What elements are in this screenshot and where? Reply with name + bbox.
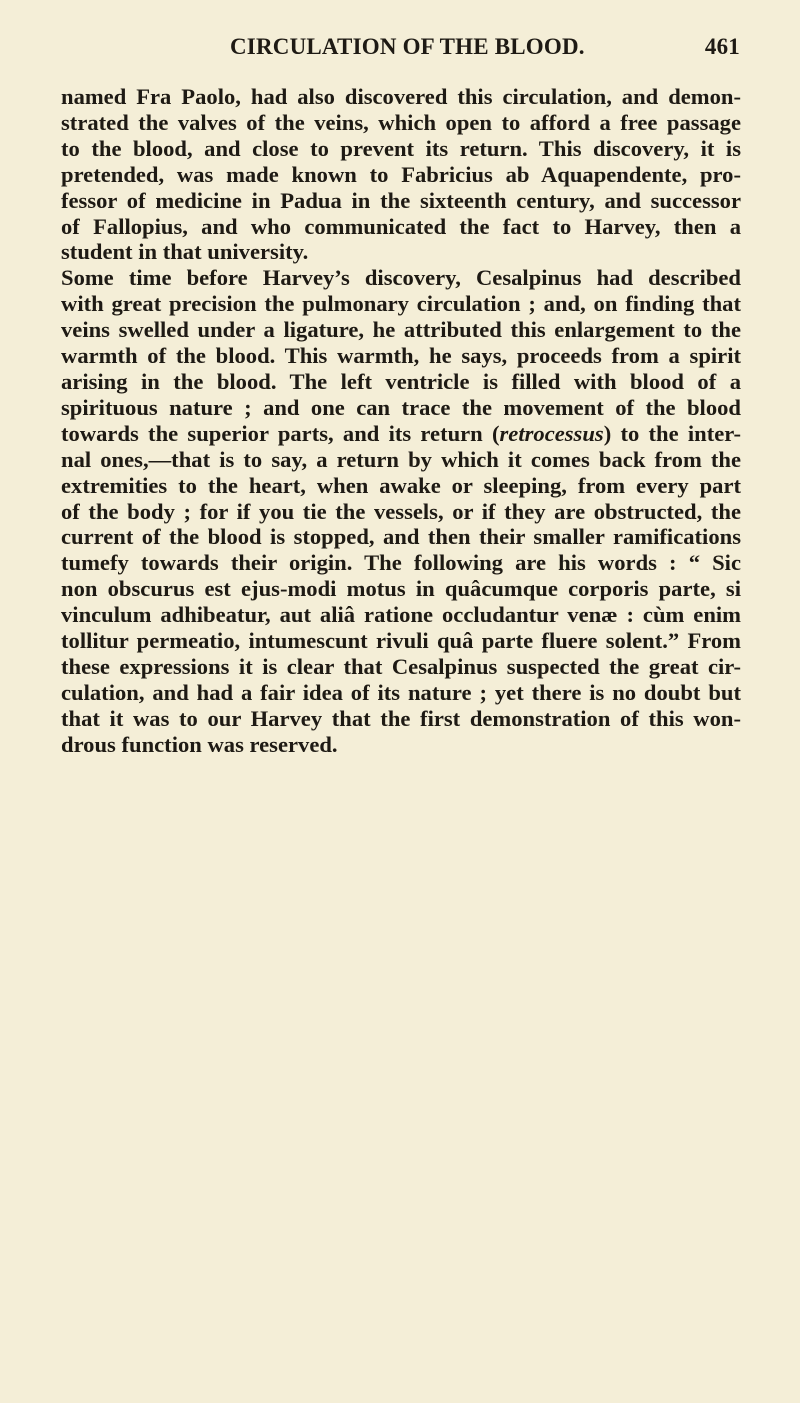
text-line-with-italic	[61, 421, 741, 447]
text-line: with great precision the pulmonary circulation ; and, on finding that	[61, 291, 741, 317]
text-line: nal ones,—that is to say, a return by which it comes back from the	[61, 446, 741, 472]
text-line: these expressions it is clear that Cesalpinus suspected the great cir-	[61, 653, 741, 679]
text-line: to the blood, and close to prevent its return. This discovery, it is	[61, 135, 741, 161]
italic-term-retrocessus: retrocessus	[499, 420, 604, 446]
text-line: drous function was reserved.	[61, 731, 338, 757]
running-header	[60, 34, 740, 64]
text-line: named Fra Paolo, had also discovered this circulation, and demon-	[61, 84, 741, 109]
text-line: tollitur permeatio, intumescunt rivuli quâ parte fluere solent.” From	[61, 628, 741, 654]
text-line: tumefy towards their origin. The following are his words : “ Sic	[61, 550, 741, 576]
text-segment: ) to the inter-	[603, 420, 741, 446]
text-line: arising in the blood. The left ventricle is filled with blood of a	[61, 368, 741, 394]
text-line: veins swelled under a ligature, he attributed this enlargement to the	[61, 317, 741, 343]
text-line: that it was to our Harvey that the first demonstration of this won-	[61, 705, 741, 731]
text-line: strated the valves of the veins, which open to afford a free passage	[61, 109, 741, 135]
text-line: spirituous nature ; and one can trace the movement of the blood	[61, 394, 741, 420]
text-segment: towards the superior parts, and its return (	[61, 420, 500, 446]
text-line: current of the blood is stopped, and then their smaller ramifications	[61, 524, 741, 550]
text-line: student in that university.	[61, 239, 309, 265]
text-line: of Fallopius, and who communicated the fact to Harvey, then a	[61, 213, 741, 239]
text-line: warmth of the blood. This warmth, he says, proceeds from a spirit	[61, 343, 741, 369]
text-line: pretended, was made known to Fabricius ab Aquapendente, pro-	[61, 161, 741, 187]
text-line: vinculum adhibeatur, aut aliâ ratione occludantur venæ : cùm enim	[61, 602, 741, 628]
running-title: CIRCULATION OF THE BLOOD.	[230, 34, 585, 59]
text-line: fessor of medicine in Padua in the sixteenth century, and successor	[61, 187, 741, 213]
text-line: culation, and had a fair idea of its nature ; yet there is no doubt but	[61, 679, 741, 705]
body-text	[61, 84, 741, 758]
text-line: of the body ; for if you tie the vessels, or if they are obstructed, the	[61, 498, 741, 524]
text-line: extremities to the heart, when awake or sleeping, from every part	[61, 472, 741, 498]
text-line: non obscurus est ejus-modi motus in quâcumque corporis parte, si	[61, 576, 741, 602]
page-number: 461	[704, 34, 740, 59]
text-line-paragraph-start: Some time before Harvey’s discovery, Cesalpinus had described	[61, 265, 741, 291]
